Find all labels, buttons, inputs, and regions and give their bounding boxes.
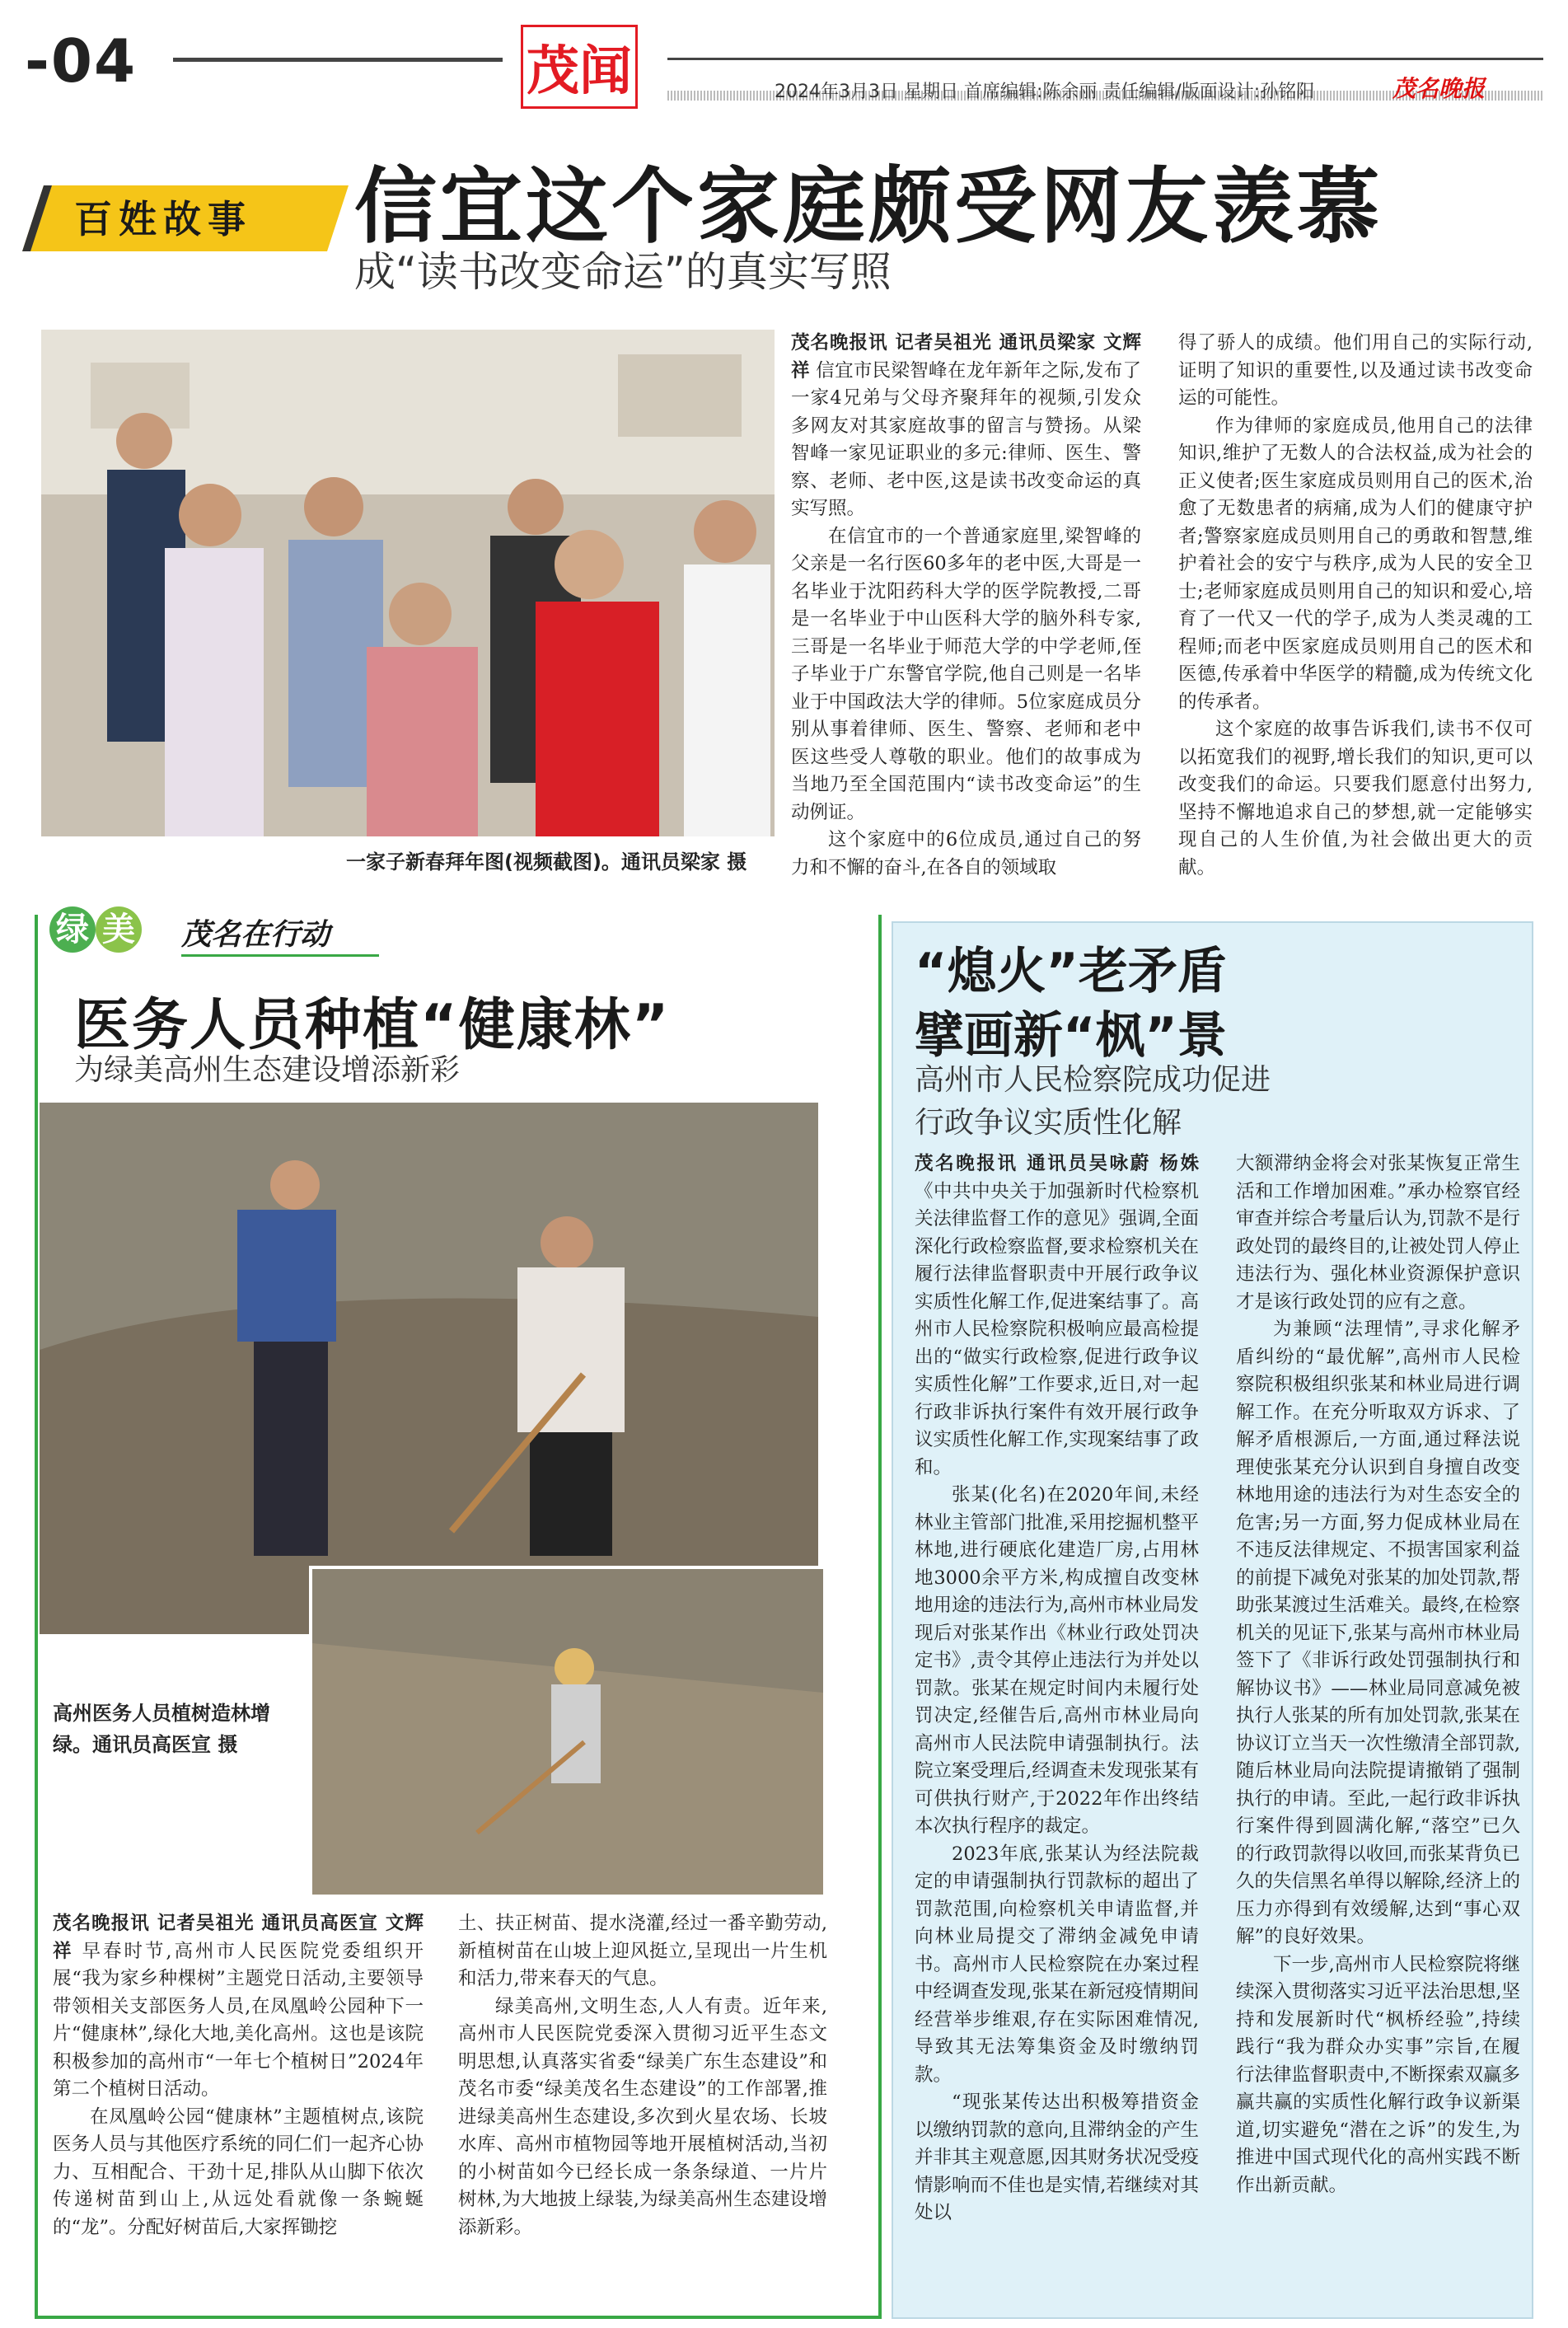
story1-column-2 xyxy=(1178,330,1533,882)
story3-title-line: “熄火”老矛盾 xyxy=(915,943,1227,1000)
story2-paragraph: 土、扶正树苗、提水浇灌,经过一番辛勤劳动,新植树苗在山坡上迎风挺立,呈现出一片生机和活力,带来春天的气息。 xyxy=(458,1913,827,1989)
story3-paragraph: “现张某传达出积极筹措资金以缴纳罚款的意向,且滞纳金的产生并非其主观意愿,因其财务状况受疫情影响而不佳也是实情,若继续对其处以 xyxy=(915,2091,1199,2223)
story1-column-1 xyxy=(791,330,1141,882)
story1-paragraph: 这个家庭中的6位成员,通过自己的努力和不懈的奋斗,在各自的领域取 xyxy=(791,829,1141,878)
story1-paragraph: 得了骄人的成绩。他们用自己的实际行动,证明了知识的重要性,以及通过读书改变命运的可能性。 xyxy=(1178,332,1533,409)
story2-paragraph: 绿美高州,文明生态,人人有责。近年来,高州市人民医院党委深入贯彻习近平生态文明思想,认真落实省委“绿美广东生态建设”和茂名市委“绿美茂名生态建设”的工作部署,推进绿美高州生态建设,多次到火星农场、长坡水库、高州市植物园等地开展植树活动,当初的小树苗如今已经长成一条条绿道、一片片树林,为大地披上绿装,为绿美高州生态建设增添新彩。 xyxy=(458,1995,827,2238)
story3-subtitle xyxy=(915,1059,1271,1145)
story3-paragraph: 为兼顾“法理情”,寻求化解矛盾纠纷的“最优解”,高州市人民检察院积极组织张某和林业局进行调解工作。在充分听取双方诉求、了解矛盾根源后,一方面,通过释法说理使张某充分认识到自身擅自改变林地用途的违法行为对生态安全的危害;另一方面,努力促成林业局在不违反法律规定、不损害国家利益的前提下减免对张某的加处罚款,帮助张某渡过生活难关。最终,在检察机关的见证下,张某与高州市林业局签下了《非诉行政处罚强制执行和解协议书》——林业局同意减免被执行人张某的所有加处罚款,张某在协议订立当天一次性缴清全部罚款,随后林业局向法院提请撤销了强制执行的申请。至此,一起行政非诉执行案件得到圆满化解,“落空”已久的行政罚款得以收回,而张某背负已久的失信黑名单得以解除,经济上的压力亦得到有效缓解,达到“事心双解”的良好效果。 xyxy=(1236,1319,1520,1947)
dateline: 2024年3月3日 星期日 首席编辑:陈余丽 责任编辑/版面设计:孙铭阳 xyxy=(775,82,1315,102)
badge-green-circle: 绿 xyxy=(49,906,96,953)
story1-paragraph: 在信宜市的一个普通家庭里,梁智峰的父亲是一名行医60多年的老中医,大哥是一名毕业于沈阳药科大学的医学院教授,二哥是一名毕业于中山医科大学的脑外科专家,三哥是一名毕业于师范大学的中学老师,侄子毕业于广东警官学院,他自己则是一名毕业于中国政法大学的律师。5位家庭成员分别从事着律师、医生、警察、老师和老中医这些受人尊敬的职业。他们的故事成为当地乃至全国范围内“读书改变命运”的生动例证。 xyxy=(791,525,1141,823)
story2-subtitle: 为绿美高州生态建设增添新彩 xyxy=(74,1053,461,1087)
story1-photo-caption: 一家子新春拜年图(视频截图)。通讯员梁家 摄 xyxy=(346,850,747,874)
column-name-underline xyxy=(181,954,379,957)
header-rule-right xyxy=(667,58,1543,60)
story1-subtitle: 成“读书改变命运”的真实写照 xyxy=(354,248,892,296)
planting-photo-2 xyxy=(309,1566,826,1898)
green-box-left-border xyxy=(35,956,38,2316)
section-name xyxy=(521,25,638,109)
story3-title xyxy=(915,939,1227,1068)
story2-title: 医务人员种植“健康林” xyxy=(74,993,671,1058)
newspaper-logo: 茂名晚报 xyxy=(1392,75,1486,102)
planting-photo-1-illustration xyxy=(40,1103,818,1634)
story3-paragraph: 2023年底,张某认为经法院裁定的申请强制执行罚款标的超出了罚款范围,向检察机关申请监督,并向林业局提交了滞纳金减免申请书。高州市人民检察院在办案过程中经调查发现,张某在新冠疫情期间经营举步维艰,存在实际困难情况,导致其无法筹集资金及时缴纳罚款。 xyxy=(915,1843,1199,2086)
planting-photo-2-illustration xyxy=(312,1569,823,1895)
story2-column-1 xyxy=(53,1910,424,2241)
header-rule-left xyxy=(173,58,503,62)
lvmei-badge xyxy=(49,906,142,953)
story1-paragraph: 这个家庭的故事告诉我们,读书不仅可以拓宽我们的视野,增长我们的知识,更可以改变我们的命运。只要我们愿意付出努力,坚持不懈地追求自己的梦想,就一定能够实现自己的人生价值,为社会做出更大的贡献。 xyxy=(1178,719,1533,878)
story1-paragraph: 作为律师的家庭成员,他用自己的法律知识,维护了无数人的合法权益,成为社会的正义使者;医生家庭成员则用自己的医术,治愈了无数患者的病痛,成为人们的健康守护者;警察家庭成员则用自己的勇敢和智慧,维护着社会的安宁与秩序,成为人民的安全卫士;老师家庭成员则用自己的知识和爱心,培育了一代又一代的学子,成为人类灵魂的工程师;而老中医家庭成员则用自己的医术和医德,传承着中华医学的精髓,成为传统文化的传承者。 xyxy=(1178,415,1533,713)
family-photo xyxy=(41,330,775,836)
story2-paragraph: 早春时节,高州市人民医院党委组织开展“我为家乡种棵树”主题党日活动,主要领导带领相关支部医务人员,在凤凰岭公园种下一片“健康林”,绿化大地,美化高州。这也是该院积极参加的高州市“一年七个植树日”2024年第二个植树日活动。 xyxy=(53,1940,424,2100)
story1-byline: 茂名晚报讯 记者吴祖光 通讯员梁家 文辉祥 xyxy=(791,332,1141,382)
story2-photo-caption: 高州医务人员植树造林增绿。通讯员高医宣 摄 xyxy=(53,1702,270,1756)
story2-byline: 茂名晚报讯 记者吴祖光 通讯员高医宣 文辉祥 xyxy=(53,1913,424,1962)
story3-subtitle-line: 行政争议实质性化解 xyxy=(915,1106,1182,1140)
page-number: -04 xyxy=(25,26,138,96)
planting-photo-1 xyxy=(40,1103,818,1634)
story3-paragraph: 《中共中央关于加强新时代检察机关法律监督工作的意见》强调,全面深化行政检察监督,要求检察机关在履行法律监督职责中开展行政争议实质性化解工作,促进案结事了。高州市人民检察院积极响应最高检提出的“做实行政检察,促进行政争议实质性化解”工作要求,近日,对一起行政非诉执行案件有效开展行政争议实质性化解工作,实现案结事了政和。 xyxy=(915,1180,1199,1478)
story3-byline: 茂名晚报讯 通讯员吴咏蔚 杨姝 xyxy=(915,1153,1199,1174)
story-tag: 百姓故事 xyxy=(74,197,252,241)
story2-paragraph: 在凤凰岭公园“健康林”主题植树点,该院医务人员与其他医疗系统的同仁们一起齐心协力、互相配合、干劲十足,排队从山脚下依次传递树苗到山上,从远处看就像一条蜿蜒的“龙”。分配好树苗后,大家挥锄挖 xyxy=(53,2106,424,2238)
story3-title-line: 擘画新“枫”景 xyxy=(915,1007,1227,1065)
story1-title: 信宜这个家庭颇受网友羡慕 xyxy=(354,158,1383,255)
story3-column-1 xyxy=(915,1150,1199,2227)
story3-paragraph: 大额滞纳金将会对张某恢复正常生活和工作增加困难。”承办检察官经审查并综合考量后认为,罚款不是行政处罚的最终目的,让被处罚人停止违法行为、强化林业资源保护意识才是该行政处罚的应有之意。 xyxy=(1236,1153,1520,1313)
story1-paragraph: 信宜市民梁智峰在龙年新年之际,发布了一家4兄弟与父母齐聚拜年的视频,引发众多网友对其家庭故事的留言与赞扬。从梁智峰一家见证职业的多元:律师、医生、警察、老师、老中医,这是读书改变命运的真实写照。 xyxy=(791,359,1141,519)
story2-column-2 xyxy=(458,1910,827,2241)
column-name: 茂名在行动 xyxy=(181,918,330,952)
section-label: 茂闻 xyxy=(521,25,638,109)
story3-paragraph: 张某(化名)在2020年间,未经林业主管部门批准,采用挖掘机整平林地,进行硬底化建造厂房,占用林地3000余平方米,构成擅自改变林地用途的违法行为,高州市林业局发现后对张某作出《林业行政处罚决定书》,责令其停止违法行为并处以罚款。张某在规定时间内未履行处罚决定,经催告后,高州市林业局向高州市人民法院申请强制执行。法院立案受理后,经调查未发现张某有可供执行财产,于2022年作出终结本次执行程序的裁定。 xyxy=(915,1484,1199,1837)
badge-mei-circle: 美 xyxy=(96,906,142,953)
story3-subtitle-line: 高州市人民检察院成功促进 xyxy=(915,1063,1271,1097)
story3-paragraph: 下一步,高州市人民检察院将继续深入贯彻落实习近平法治思想,坚持和发展新时代“枫桥经验”,持续践行“我为群众办实事”宗旨,在履行法律监督职责中,不断探索双赢多赢共赢的实质性化解行政争议新渠道,切实避免“潜在之诉”的发生,为推进中国式现代化的高州实践不断作出新贡献。 xyxy=(1236,1953,1520,2196)
story3-column-2 xyxy=(1236,1150,1520,2199)
family-photo-illustration xyxy=(41,330,775,836)
